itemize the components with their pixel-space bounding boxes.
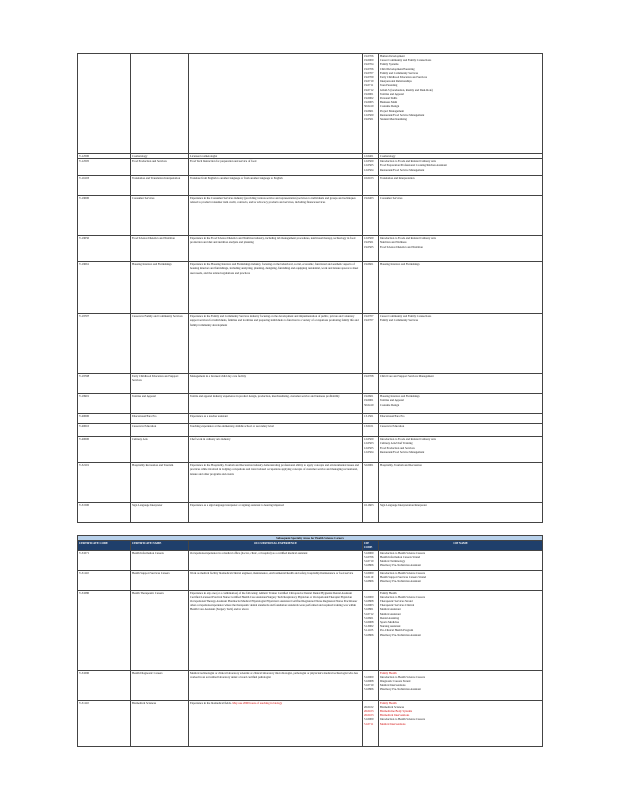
- cip-name: Family Health: [380, 670, 397, 675]
- cip-code-cell: [363, 314, 379, 374]
- certificate-code: V-12500: [78, 154, 131, 159]
- cip-name: Introduction to Foods and Related Culinary Arts: [380, 437, 436, 442]
- cip-code: 51.0806: [364, 687, 374, 692]
- cip-name: Pharmacy Pre-Technician Assistant: [380, 632, 421, 637]
- cip-code: 13.1501: [364, 414, 374, 419]
- certificate-row: [78, 374, 543, 394]
- cip-name: Textiles and Apparel: [380, 91, 404, 96]
- cip-code: 51.0710: [364, 683, 374, 688]
- cip-name: Teen Parenting: [380, 83, 398, 88]
- certificate-code: V-20000: [78, 437, 131, 463]
- cip-name: Pharmacy Pre-Technician Assistant: [380, 687, 421, 692]
- cip-name-cell: [379, 262, 543, 314]
- certificate-name: Textiles and Apparel: [131, 394, 189, 414]
- health-certificate-row: [78, 700, 543, 746]
- cip-code-cell: [363, 463, 379, 503]
- occupational-experience: Experience in the biomedical fields. May use 2000 hours of teaching in biology: [189, 700, 363, 746]
- certificate-row: [78, 176, 543, 196]
- cip-name: Biomedical Interventions: [380, 713, 410, 718]
- certificate-code: V-16103: [78, 176, 131, 196]
- occupational-experience: Teaching experience at the elementary, middle school or secondary level: [189, 424, 363, 437]
- cip-code: 52.0901: [364, 463, 374, 468]
- cip-name: Personal Skills: [380, 96, 398, 101]
- cip-name: Introduction to Health Science Careers: [380, 550, 425, 555]
- cip-name: Medical Terminology: [380, 559, 406, 564]
- cip-code-cell: [363, 394, 379, 414]
- cip-code-cell: [363, 570, 379, 590]
- cip-code: 26.0102: [364, 704, 374, 709]
- cip-code-cell: [363, 437, 379, 463]
- top-certificate-table: [77, 53, 543, 523]
- cip-name: Dental Assisting: [380, 615, 400, 620]
- certificate-name: Health Therapeutic Careers: [131, 590, 189, 670]
- cip-code: 19.0707: [364, 314, 374, 319]
- cip-code: 51.0000: [364, 594, 374, 599]
- cip-code: 51.0806: [364, 563, 374, 568]
- cip-name-cell: [379, 394, 543, 414]
- cip-name: Introduction to Health Science Careers: [380, 570, 425, 575]
- occupational-experience: Experience as a sign language interpreter or signing assistant to hearing impaired: [189, 503, 363, 523]
- cip-code: 12.0500: [364, 112, 374, 117]
- cip-name: Family Systems: [380, 62, 399, 67]
- cip-code: 16.0103: [364, 176, 374, 181]
- cip-code-cell: [363, 670, 379, 700]
- certificate-code: V-19000: [78, 196, 131, 236]
- cip-name: Career Community and Family Connections: [380, 314, 432, 319]
- cip-code: 19.0706: [364, 66, 374, 71]
- cip-name-cell: [379, 700, 543, 746]
- cip-code: 51.0908: [364, 620, 374, 625]
- certificate-code: V-19050: [78, 236, 131, 262]
- cip-code: 51.1105: [364, 628, 374, 633]
- cip-name: Child Development/Parenting: [380, 66, 415, 71]
- cip-name: Introduction to Foods and Related Culinary Arts: [380, 236, 436, 241]
- cip-name-cell: [379, 570, 543, 590]
- certificate-code: V-19061: [78, 262, 131, 314]
- cip-code: 19.0601: [364, 394, 374, 399]
- cip-name: Interpersonal Relationships: [380, 79, 412, 84]
- cip-code: 26.0103: [364, 709, 374, 714]
- certificate-name: Translation and Translation Interpretation: [131, 176, 189, 196]
- certificate-name: Hospitality Recreation and Tourism: [131, 463, 189, 503]
- cip-name: Nutrition and Wellness: [380, 240, 407, 245]
- cip-name: Sign Language Interpretation/Interpreter: [380, 503, 427, 508]
- occupational-experience: Experience in the Food Science Dietetics and Nutrition industry, including lab management procedures, nutritional therapy, technology in food production and diet and nutrition analysis and planning: [189, 236, 363, 262]
- certificate-name: Housing Interiors and Furnishings: [131, 262, 189, 314]
- cip-code: 51.0000: [364, 570, 374, 575]
- cip-name: Careers in Education: [380, 424, 405, 429]
- cip-code: 51.0808: [364, 599, 374, 604]
- health-certificate-row: [78, 550, 543, 570]
- occupational-experience: Textile and apparel industry experience in product design, production, merchandising, customer service and business profitability: [189, 394, 363, 414]
- cip-code: 19.0901: [364, 91, 374, 96]
- cip-code: 19.0002: [364, 96, 374, 101]
- certificate-name: Health Diagnostic Careers: [131, 670, 189, 700]
- cip-name-cell: [379, 159, 543, 176]
- cip-code-cell: [363, 159, 379, 176]
- cip-code: 19.0601: [364, 262, 374, 267]
- occupational-experience: Occupations/experience in a medical office (doctor, clinic, or hospital) as a certified medical assistant: [189, 550, 363, 570]
- certificate-row: [78, 236, 543, 262]
- cip-name-cell: [379, 196, 543, 236]
- cip-code-cell: [363, 503, 379, 523]
- occupational-experience: Experience in the Hospitality, Tourism and Recreation industry demonstrating professional ability to apply concepts and environmental issues and practices while involved in lodging occupations and travel related occupations applying concepts of customer service and managing recreational, leisure and other programs and events: [189, 463, 363, 503]
- cip-code: 19.0501: [364, 240, 374, 245]
- cip-name: Sports Medicine: [380, 620, 400, 625]
- cip-name: Restaurant/Food Service Management: [380, 449, 425, 454]
- cip-code: 51.0908: [364, 679, 374, 684]
- cip-code: 12.0401: [364, 154, 374, 158]
- certificate-name: Early Childhood Education and Support Services: [131, 374, 189, 394]
- cip-name: Food Preparation/Professional Cooking/Kitchen Assistant: [380, 163, 447, 168]
- cip-code-cell: [363, 424, 379, 437]
- certificate-row: [78, 394, 543, 414]
- cip-name-cell: [379, 414, 543, 424]
- cip-name: Project Management: [380, 108, 405, 113]
- certificate-row: [78, 196, 543, 236]
- occupational-experience: Chef work in culinary arts industry: [189, 437, 363, 463]
- occupational-experience-note: May use 2000 hours of teaching in biology: [232, 700, 283, 705]
- occupational-experience: Experience in any one (or a combination) of the following: Athletic Trainer Certified Chiropractor Dental Dental Hygienist Dental Assistant Certified Licensed Practical Nurse Certified Health Care Assistant/Surgery Tech Respiratory Physician or Occupational/Therapist Physician Occupational/Therapy Assistant Pharmacist Medical Physiologist Physician's Assistant Certified Registered Nurse Registered Nurse Practitioner other occupations/experience where the therapeutic dental standards and foundation standards were performed and required training was within Health Care Assistant (Surgery Tech) and/or above: [189, 590, 363, 670]
- cip-code-cell: [363, 374, 379, 394]
- certificate-code: V-52101: [78, 463, 131, 503]
- cip-name-cell: [379, 590, 543, 670]
- cip-code: 19.0706: [364, 54, 374, 58]
- cip-name: Medical Assistant: [380, 611, 401, 616]
- cip-name: Health Information Careers Strand: [380, 554, 421, 559]
- cip-code: 51.0801: [364, 607, 374, 612]
- cip-name: Therapeutic Services Strand: [380, 599, 413, 604]
- cip-code: 12.0500: [364, 437, 374, 442]
- cip-name: Introduction to Health Science Careers: [380, 594, 425, 599]
- cip-name: Textiles and Apparel: [380, 398, 404, 403]
- cip-name: Human Development: [380, 54, 405, 58]
- cip-name: Housing Interiors and Furnishings: [380, 262, 420, 267]
- cip-code: 19.0708: [364, 374, 374, 379]
- cip-code: 51.0710: [364, 559, 374, 564]
- health-certificate-row: [78, 590, 543, 670]
- cip-code: 51.3902: [364, 624, 374, 629]
- certificate-name: Careers in Family and Community Services: [131, 314, 189, 374]
- header-certificate-name: CERTIFICATE NAME: [131, 541, 189, 550]
- certificate-row: [78, 314, 543, 374]
- header-cip-name: CIP NAME: [379, 541, 543, 550]
- cip-code: 12.0505: [364, 445, 374, 450]
- cip-name: Family Health: [380, 590, 397, 595]
- cip-code-cell: [363, 54, 379, 154]
- certificate-name: Biomedical Sciences: [131, 700, 189, 746]
- cip-code: 51.0903: [364, 603, 374, 608]
- occupational-experience: Translate from English to another language or from another language to English: [189, 176, 363, 196]
- cip-code: 12.0505: [364, 163, 374, 168]
- cip-name-cell: [379, 503, 543, 523]
- header-row: [78, 541, 543, 550]
- certificate-code: V-19901: [78, 394, 131, 414]
- cip-name: Medical Interventions: [380, 721, 406, 726]
- cip-name: Medical Interventions: [380, 683, 406, 688]
- certificate-name: Careers in Education: [131, 424, 189, 437]
- cip-code: 19.0710: [364, 79, 374, 84]
- certificate-code: V-51110: [78, 570, 131, 590]
- cip-code: 51.0000: [364, 550, 374, 555]
- cip-code: 19.0712: [364, 87, 374, 92]
- certificate-code: V-20000: [78, 414, 131, 424]
- certificate-row: [78, 503, 543, 523]
- certificate-code: [78, 54, 131, 154]
- cip-name: Housing Interiors and Furnishings: [380, 394, 420, 399]
- certificate-name: Cosmetology: [131, 154, 189, 159]
- cip-code: 19.0704: [364, 62, 374, 67]
- cip-code: 51.0806: [364, 579, 374, 584]
- certificate-name: Health Support Services Careers: [131, 570, 189, 590]
- occupational-experience: [189, 54, 363, 154]
- cip-name-cell: [379, 463, 543, 503]
- health-science-table: [77, 535, 543, 747]
- certificate-row: [78, 54, 543, 154]
- occupational-experience: Licensed cosmetologist: [189, 154, 363, 159]
- occupational-experience: Food Tech Instruction for preparation and service of food: [189, 159, 363, 176]
- cip-code: 12.0503: [364, 441, 374, 446]
- occupational-experience: Experience in the Family and Community Services industry focusing on the development and implementation of public, private and voluntary support services for individuals, families and localities and preparing individuals to function in a variety of occupations promoting family life and family/community development: [189, 314, 363, 374]
- health-certificate-row: [78, 570, 543, 590]
- cip-name: Child Care and Support Services Management: [380, 374, 434, 379]
- cip-name: Career Community and Family Connections: [380, 58, 432, 63]
- cip-code: 13.0101: [364, 424, 374, 429]
- certificate-name: Health Information Careers: [131, 550, 189, 570]
- cip-code: 50.0410: [364, 104, 374, 109]
- cip-code: 51.0000: [364, 717, 374, 722]
- health-certificate-row: [78, 670, 543, 700]
- header-cip-code: CIP CODE: [363, 541, 379, 550]
- cip-name: Family Health: [380, 700, 397, 705]
- cip-name-cell: [379, 54, 543, 154]
- cip-name: Biomedical Sciences: [380, 704, 405, 709]
- certificate-code: V-51090: [78, 670, 131, 700]
- occupational-experience: Management in a licensed child day care facility: [189, 374, 363, 394]
- cip-code-cell: [363, 196, 379, 236]
- certificate-code: V-19707: [78, 314, 131, 374]
- cip-code: 50.0410: [364, 402, 374, 407]
- certificate-row: [78, 159, 543, 176]
- cip-code: 19.0501: [364, 117, 374, 122]
- cip-code: 19.0403: [364, 196, 374, 201]
- cip-name: Family and Community Services: [380, 70, 419, 75]
- cip-name: Hospitality, Tourism and Recreation: [380, 463, 422, 468]
- occupational-experience: Experience as a teacher assistant: [189, 414, 363, 424]
- cip-code: 51.0712: [364, 611, 374, 616]
- cip-code: 16.1603: [364, 503, 374, 508]
- cip-name: Educational/Para Pro: [380, 414, 405, 419]
- cip-name: Biomedicine Body Systems: [380, 709, 413, 714]
- cip-name-cell: [379, 550, 543, 570]
- cip-name: Costume Design: [380, 402, 400, 407]
- cip-code: 51.0000: [364, 674, 374, 679]
- cip-code: 19.0901: [364, 398, 374, 403]
- cip-code: 51.0806: [364, 632, 374, 637]
- cip-name: Early Childhood Education and Services: [380, 75, 428, 80]
- cip-name: Introduction to Health Science Careers: [380, 674, 425, 679]
- certificate-row: [78, 437, 543, 463]
- header-certificate-code: CERTIFICATE CODE: [78, 541, 131, 550]
- cip-code-cell: [363, 700, 379, 746]
- cip-code: 19.0707: [364, 318, 374, 323]
- cip-code-cell: [363, 590, 379, 670]
- certificate-name: Culinary Arts: [131, 437, 189, 463]
- cip-code: 51.0601: [364, 615, 374, 620]
- certificate-row: [78, 414, 543, 424]
- certificate-row: [78, 463, 543, 503]
- cip-code-cell: [363, 414, 379, 424]
- cip-name: Health Support Services Careers Strand: [380, 574, 426, 579]
- cip-code-cell: [363, 550, 379, 570]
- cip-code: 19.0505: [364, 244, 374, 249]
- cip-name: Therapeutic Services Clinical: [380, 603, 415, 608]
- section-banner-title: Subsequent Specialty Areas for Health Science Careers: [78, 536, 543, 541]
- cip-name: Pharmacy Pre-Technician Assistant: [380, 579, 421, 584]
- cip-code: 51.0711: [364, 721, 374, 726]
- cip-code: 19.0005: [364, 100, 374, 105]
- cip-name-cell: [379, 670, 543, 700]
- certificate-code: V-51080: [78, 590, 131, 670]
- certificate-name: Educational/Para Pro: [131, 414, 189, 424]
- cip-code: 12.0500: [364, 236, 374, 241]
- cip-name: Consumer Services: [380, 196, 403, 201]
- certificate-name: Consumer Services: [131, 196, 189, 236]
- certificate-name: Food Science Dietetics and Nutrition: [131, 236, 189, 262]
- occupational-experience: Work as medical facility biomedical/clinical engineer, maintenance, environmental/health and safety, hospitality/maintenance or food service: [189, 570, 363, 590]
- certificate-row: [78, 424, 543, 437]
- occupational-experience: Medical technologist or clinical laboratory scientist or clinical laboratory microbiologist, pathologist or physician's medical technologist who has worked in an accredited laboratory under a board certified pathologist: [189, 670, 363, 700]
- certificate-code: V-12505: [78, 159, 131, 176]
- cip-name-cell: [379, 374, 543, 394]
- cip-name: Business Math: [380, 100, 398, 105]
- cip-code-cell: [363, 176, 379, 196]
- occupational-experience: Experience in the Consumer Services industry (providing various service and representation) services to individuals and groups and techniques related to product/consumer item credit, contracts, and/or advocacy products and services, including finance/services: [189, 196, 363, 236]
- cip-name: GOALS (Graduation, Reality and Dual-Role): [380, 87, 433, 92]
- cip-code-cell: [363, 236, 379, 262]
- cip-name: Cosmetology: [380, 154, 396, 158]
- cip-name: Family and Community Services: [380, 318, 419, 323]
- cip-name-cell: [379, 424, 543, 437]
- cip-name-cell: [379, 176, 543, 196]
- occupational-experience: Experience in the Housing Interiors and Furnishings industry, focusing on the behavioral, social, economic, functional and aesthetic aspects of housing interiors and furnishings, including analyzing, planning, designing, furnishing and equipping residential, work and leisure spaces to meet user needs, and the related regulations and practices: [189, 262, 363, 314]
- cip-code: 26.0103: [364, 713, 374, 718]
- cip-name: Medical Assistant: [380, 607, 401, 612]
- cip-name: Culinary Arts/Chef Training: [380, 441, 413, 446]
- cip-code: 12.0500: [364, 159, 374, 164]
- certificate-code: V-51500: [78, 503, 131, 523]
- cip-name: Introduction to Health Science Careers: [380, 717, 425, 722]
- cip-code: 51.0110: [364, 574, 374, 579]
- cip-name: Pharmacy Pre-Technician Assistant: [380, 563, 421, 568]
- cip-code: 12.0504: [364, 167, 374, 172]
- cip-code: 19.0601: [364, 108, 374, 113]
- cip-code-cell: [363, 262, 379, 314]
- cip-code: 19.0000: [364, 58, 374, 63]
- cip-code: 12.0504: [364, 449, 374, 454]
- cip-name: Pre-Clinical Health Program: [380, 628, 414, 633]
- cip-code: 19.0709: [364, 75, 374, 80]
- cip-name: Restaurant/Food Service Management: [380, 112, 425, 117]
- cip-name: Diagnostic Careers Strand: [380, 679, 411, 684]
- cip-name-cell: [379, 236, 543, 262]
- cip-name: Restaurant/Food Service Management: [380, 167, 425, 172]
- certificate-name: Food Production and Services: [131, 159, 189, 176]
- header-occupational-experience: OCCUPATIONAL EXPERIENCE: [189, 541, 363, 550]
- cip-name-cell: [379, 437, 543, 463]
- certificate-code: V-20010: [78, 424, 131, 437]
- certificate-row: [78, 262, 543, 314]
- cip-name: Translation and Interpretation: [380, 176, 415, 181]
- cip-name: Food Science Dietetics and Nutrition: [380, 244, 423, 249]
- certificate-code: V-51110: [78, 700, 131, 746]
- cip-name: Nursing Assistant: [380, 624, 401, 629]
- cip-code: 19.0707: [364, 70, 374, 75]
- certificate-code: V-19708: [78, 374, 131, 394]
- cip-code: 19.0711: [364, 83, 374, 88]
- cip-name: Student Merchandising: [380, 117, 407, 122]
- certificate-code: V-51071: [78, 550, 131, 570]
- certificate-name: [131, 54, 189, 154]
- cip-code: 51.0706: [364, 554, 374, 559]
- cip-name: Costume Design: [380, 104, 400, 109]
- cip-name: Food Production and Services: [380, 445, 415, 450]
- certificate-name: Sign Language Interpreter: [131, 503, 189, 523]
- cip-name: Introduction to Foods and Related Culinary Arts: [380, 159, 436, 164]
- cip-name-cell: [379, 314, 543, 374]
